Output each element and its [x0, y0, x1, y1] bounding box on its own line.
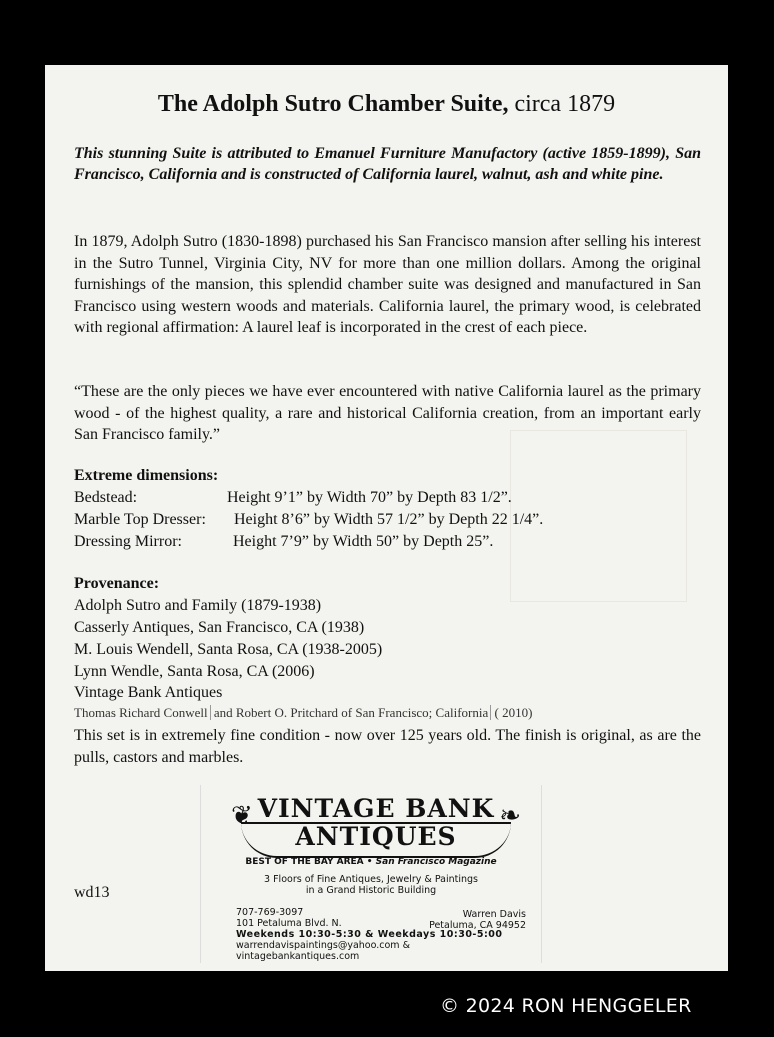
dealer-tagline — [201, 856, 541, 868]
addendum-part: ( 2010) — [491, 705, 533, 720]
intro-paragraph: This stunning Suite is attributed to Emanuel Furniture Manufactory (active 1859-1899), San Francisco, California and is constructed of California laurel, walnut, ash and white pine. — [74, 145, 701, 183]
business-hours: Weekends 10:30-5:30 & Weekdays 10:30-5:00 — [236, 929, 503, 940]
street-address: 101 Petaluma Blvd. N. — [236, 918, 342, 929]
contact-row — [236, 907, 526, 918]
dealer-description — [201, 874, 541, 896]
placard — [45, 65, 728, 971]
addendum-part: California — [436, 705, 492, 720]
dimension-label: Bedstead: — [74, 489, 138, 506]
dealer-logo — [231, 795, 521, 855]
phone-number: 707-769-3097 — [236, 907, 304, 918]
provenance-addendum — [74, 704, 532, 721]
dealer-advertisement — [200, 785, 542, 963]
title-main: The Adolph Sutro Chamber Suite, — [157, 91, 509, 117]
contact-emails: warrendavispaintings@yahoo.com & vintagebankantiques.com — [236, 940, 410, 962]
provenance-heading: Provenance: — [74, 575, 160, 592]
provenance-item: Vintage Bank Antiques — [74, 684, 223, 701]
city-address: Petaluma, CA 94952 — [429, 920, 526, 931]
provenance-item: Casserly Antiques, San Francisco, CA (1938) — [74, 619, 365, 636]
dimension-label: Marble Top Dresser: — [74, 511, 206, 528]
item-code: wd13 — [74, 884, 110, 901]
logo-line1: VINTAGE BANK — [257, 794, 495, 823]
logo-line2: ANTIQUES — [295, 822, 457, 851]
title-date: circa 1879 — [508, 91, 616, 117]
addendum-part: and Robert O. Pritchard of San Francisco; — [210, 705, 436, 720]
desc-line: 3 Floors of Fine Antiques, Jewelry & Paintings — [264, 874, 478, 885]
dimensions-heading: Extreme dimensions: — [74, 467, 219, 484]
dimension-label: Dressing Mirror: — [74, 533, 182, 550]
scroll-ornament-icon: ❧ — [499, 801, 521, 830]
page-title — [45, 89, 728, 119]
tagline-text: BEST OF THE BAY AREA • — [245, 857, 376, 867]
addendum-part: Thomas Richard Conwell — [74, 705, 211, 720]
dimension-value: Height 7’9” by Width 50” by Depth 25”. — [233, 533, 494, 550]
copyright-notice: © 2024 RON HENGGELER — [440, 995, 692, 1017]
provenance-item: Adolph Sutro and Family (1879-1938) — [74, 597, 322, 614]
dimension-value: Height 9’1” by Width 70” by Depth 83 1/2”. — [227, 489, 512, 506]
history-paragraph: In 1879, Adolph Sutro (1830-1898) purchased his San Francisco mansion after selling his interest in the Sutro Tunnel, Virginia City, NV for more than one million dollars. Among the original furnishings of the mansion, this splendid chamber suite was designed and manufactured in San Francisco using western woods and materials. California laurel, the primary wood, is celebrated with regional affirmation: A laurel leaf is incorporated in the crest of each piece. — [74, 233, 701, 336]
condition-paragraph: This set is in extremely fine condition - now over 125 years old. The finish is original, as are the pulls, castors and marbles. — [74, 727, 701, 766]
contact-row — [236, 918, 526, 929]
provenance-item: Lynn Wendle, Santa Rosa, CA (2006) — [74, 663, 315, 680]
desc-line: in a Grand Historic Building — [305, 885, 437, 896]
dimension-value: Height 8’6” by Width 57 1/2” by Depth 22 1/4”. — [234, 511, 544, 528]
tagline-source: San Francisco Magazine — [375, 857, 497, 867]
quote-paragraph: “These are the only pieces we have ever encountered with native California laurel as the primary wood - of the highest quality, a rare and historical California creation, from an important early San Francisco family.” — [74, 383, 701, 443]
contact-name: Warren Davis — [462, 909, 526, 920]
dealer-contact — [236, 907, 526, 962]
provenance-item: M. Louis Wendell, Santa Rosa, CA (1938-2005) — [74, 641, 383, 658]
scroll-ornament-icon: ❦ — [231, 801, 253, 830]
